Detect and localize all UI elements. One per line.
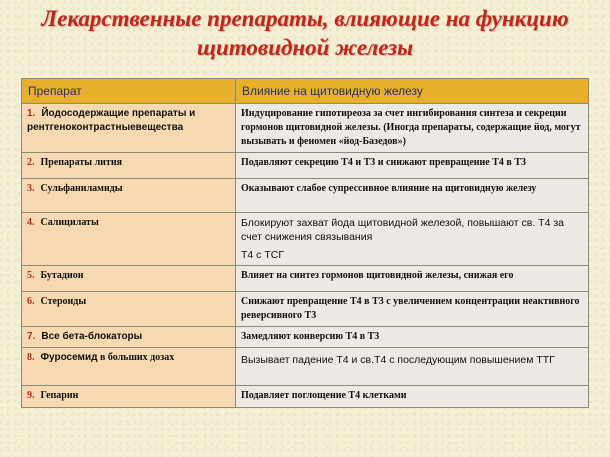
drug-cell	[22, 179, 236, 213]
row-number: 6.	[27, 296, 35, 307]
table-row	[22, 266, 589, 292]
effect-cell: Вызывает падение Т4 и св.Т4 с последующим повышением ТТГ	[236, 348, 589, 386]
drug-name: Все бета-блокаторы	[41, 331, 143, 342]
drug-name: Бутадион	[40, 270, 84, 281]
drug-name: Йодосодержащие препараты и рентгеноконтрастныевещества	[27, 108, 196, 133]
table-row	[22, 179, 589, 213]
table-row	[22, 348, 589, 386]
drug-name: Фуросемид	[40, 352, 98, 363]
header-effect: Влияние на щитовидную железу	[236, 79, 589, 104]
table-row	[22, 292, 589, 327]
table-row	[22, 327, 589, 348]
table-row	[22, 153, 589, 179]
row-number: 5.	[27, 270, 35, 281]
table-row	[22, 386, 589, 408]
table-header-row	[22, 79, 589, 104]
drug-cell	[22, 292, 236, 327]
title-line-1: Лекарственные препараты, влияющие на функцию	[41, 6, 569, 31]
header-drug: Препарат	[22, 79, 236, 104]
row-number: 1.	[27, 108, 36, 119]
drug-name: Препараты лития	[40, 157, 123, 168]
row-number: 8.	[27, 352, 35, 363]
effect-cell: Снижают превращение Т4 в Т3 с увеличением концентрации неактивного реверсивного Т3	[236, 292, 589, 327]
table-row	[22, 104, 589, 153]
effect-cell: Подавляют секрецию Т4 и Т3 и снижают превращение Т4 в Т3	[236, 153, 589, 179]
effect-cell: Индуцирование гипотиреоза за счет ингибирования синтеза и секреции гормонов щитовидной железы. (Иногда препараты, содержащие йод, могут вызывать и феномен «йод-Базедов»)	[236, 104, 589, 153]
row-number: 2.	[27, 157, 35, 168]
title-line-2: щитовидной железы	[196, 35, 414, 60]
drug-cell	[22, 386, 236, 408]
drug-name-suffix: в больших дозах	[97, 352, 175, 363]
drug-cell	[22, 266, 236, 292]
drug-effects-table	[21, 78, 589, 408]
row-number: 7.	[27, 331, 36, 342]
drug-cell	[22, 104, 236, 153]
page-title	[0, 4, 610, 62]
drug-cell	[22, 348, 236, 386]
drug-name: Гепарин	[40, 390, 79, 401]
effect-cell: Влияет на синтез гормонов щитовидной железы, снижая его	[236, 266, 589, 292]
drug-name: Салицилаты	[40, 217, 99, 228]
effect-cell: Замедляют конверсию Т4 в Т3	[236, 327, 589, 348]
row-number: 3.	[27, 183, 35, 194]
row-number: 9.	[27, 390, 35, 401]
effect-cell: Оказывают слабое супрессивное влияние на щитовидную железу	[236, 179, 589, 213]
drug-name: Стероиды	[40, 296, 87, 307]
effect-text-cont: Т4 с ТСГ	[241, 249, 285, 261]
drug-cell	[22, 213, 236, 266]
effect-cell	[236, 213, 589, 266]
row-number: 4.	[27, 217, 35, 228]
effect-text: Блокируют захват йода щитовидной железой, повышают св. Т4 за счет снижения связывания	[241, 217, 564, 243]
drug-cell	[22, 327, 236, 348]
drug-cell	[22, 153, 236, 179]
table-row	[22, 213, 589, 266]
drug-name: Сульфаниламиды	[40, 183, 123, 194]
effect-cell: Подавляет поглощение Т4 клетками	[236, 386, 589, 408]
